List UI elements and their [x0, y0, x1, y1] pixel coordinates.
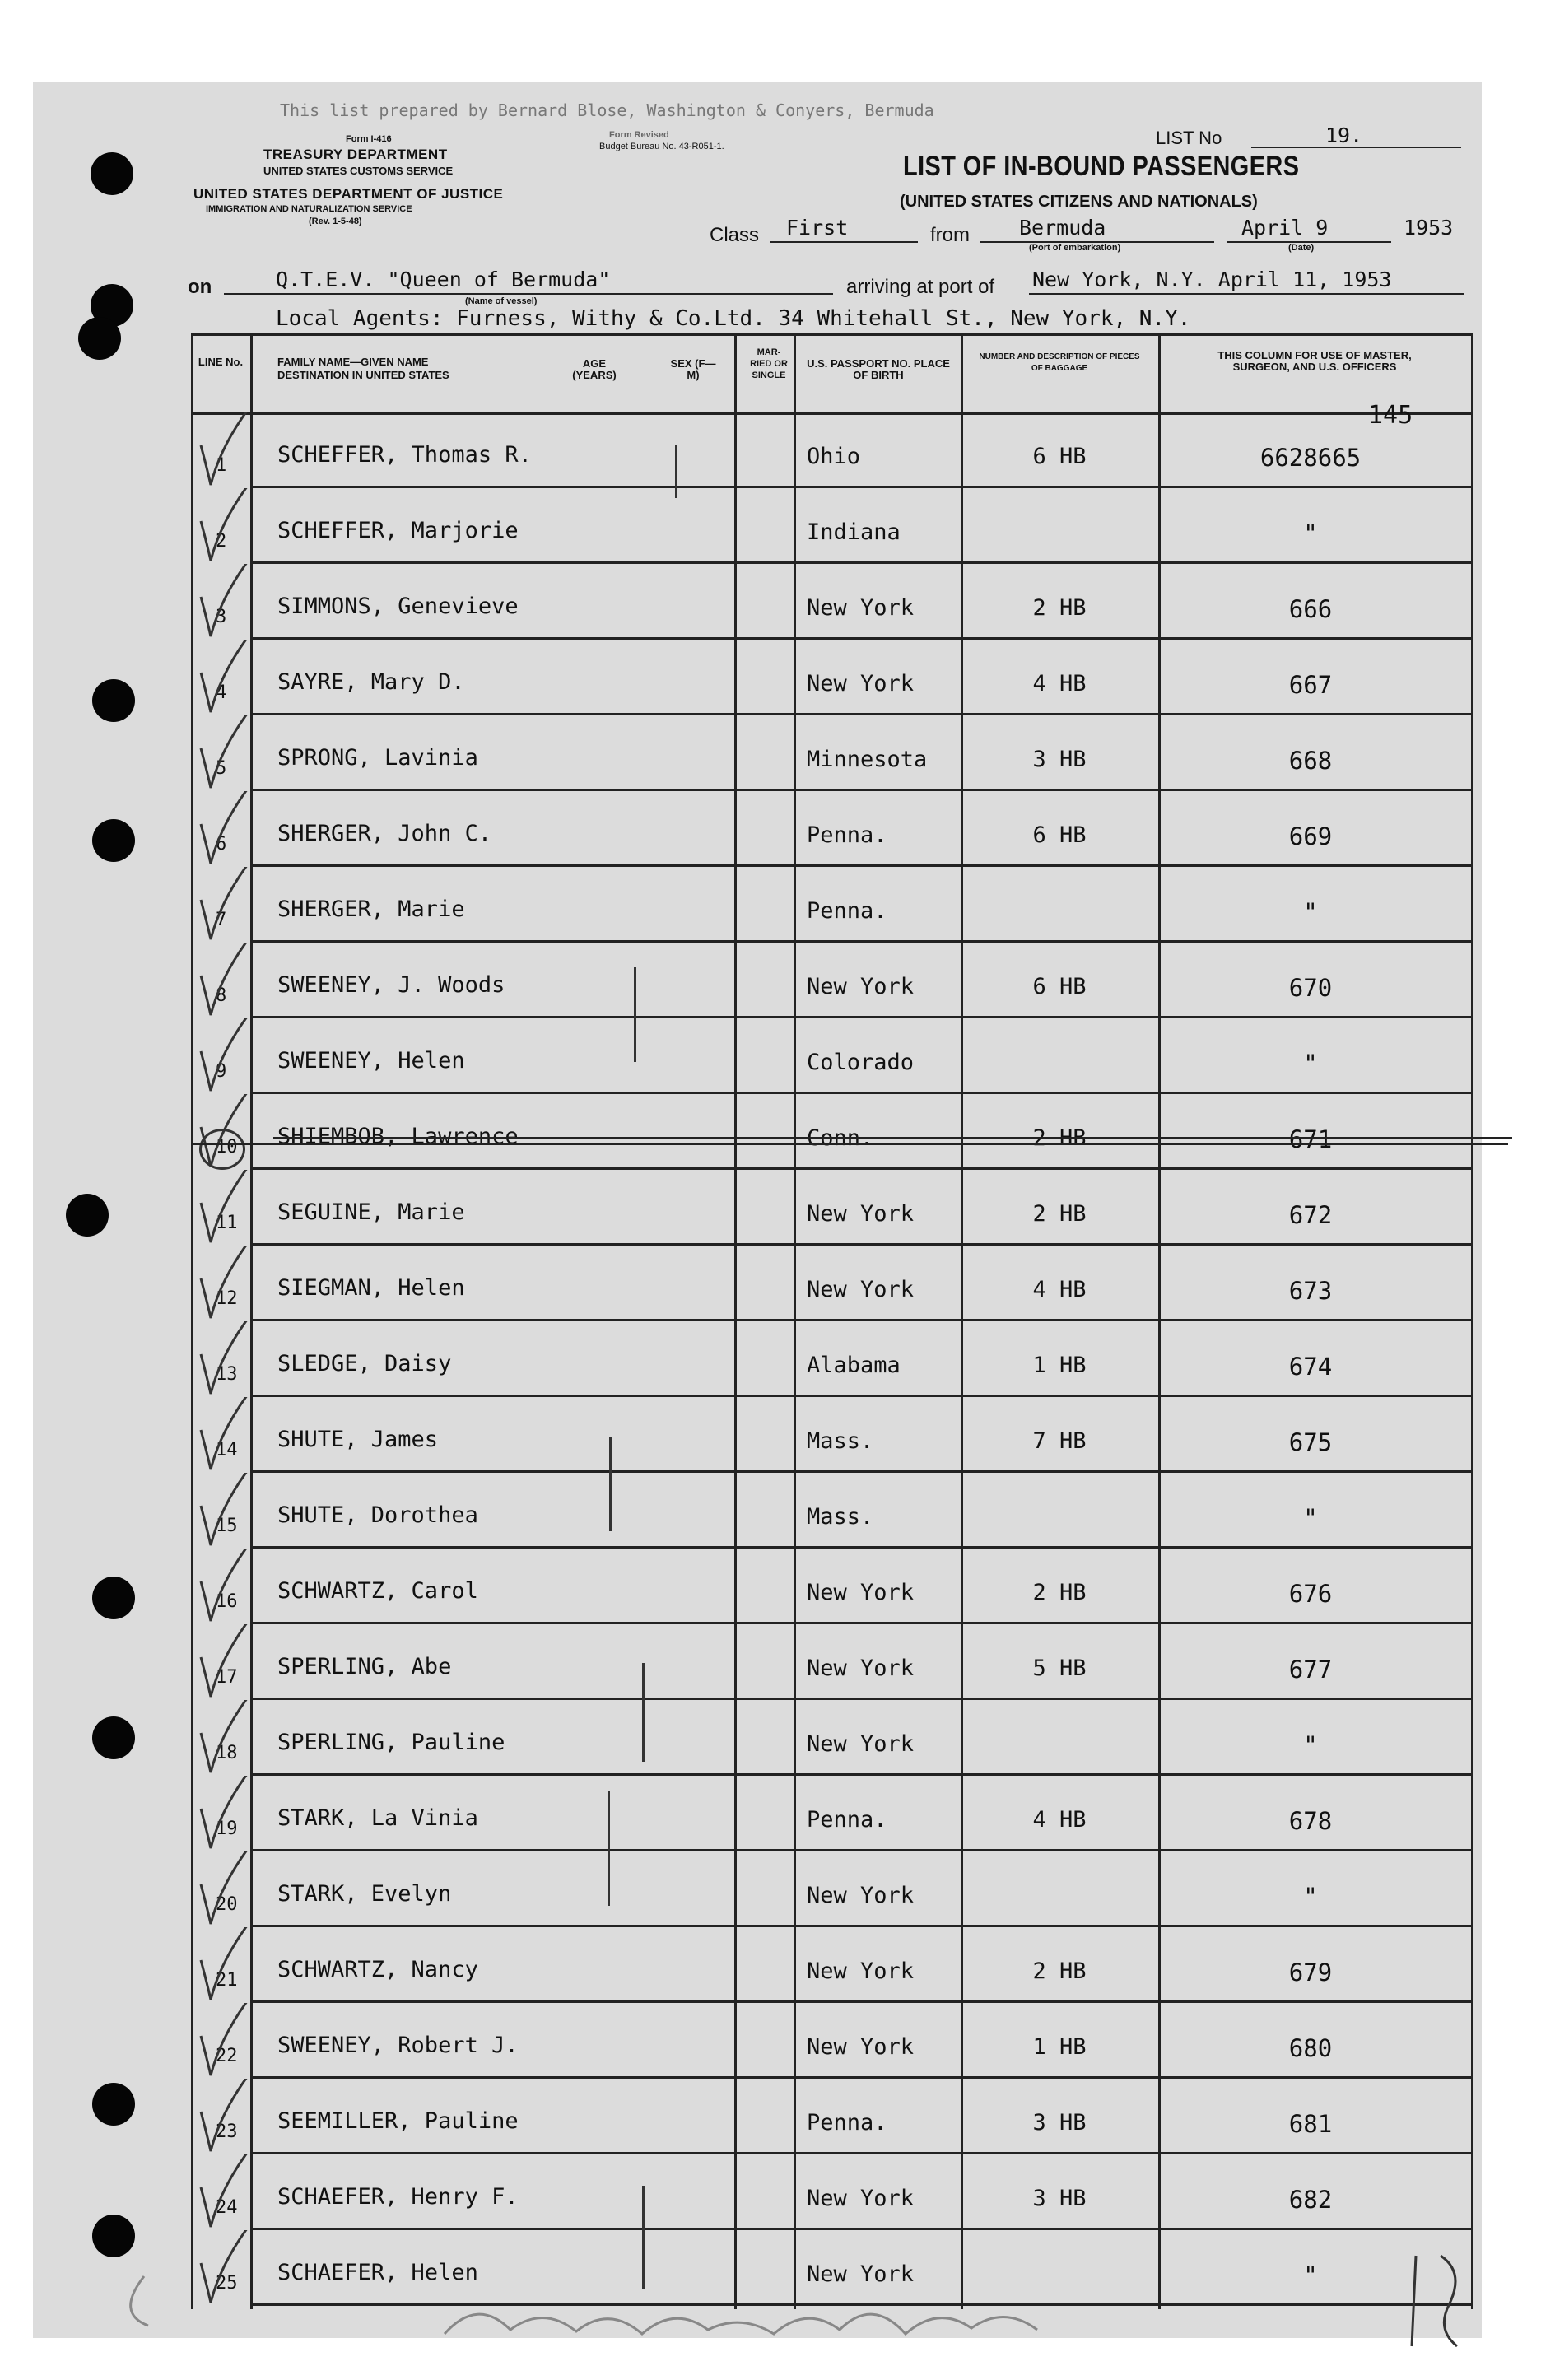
place-of-birth: Ohio: [807, 444, 861, 469]
officer-number: ": [1303, 2261, 1318, 2289]
line-number: 24: [216, 2197, 238, 2218]
place-of-birth: Penna.: [807, 2110, 887, 2135]
treasury-label: TREASURY DEPARTMENT: [263, 147, 448, 162]
officer-number: ": [1303, 1731, 1318, 1759]
passenger-name: SLEDGE, Daisy: [277, 1351, 452, 1376]
officer-number: 667: [1288, 671, 1333, 699]
baggage: 1 HB: [1032, 2034, 1087, 2060]
faded-top-line: This list prepared by Bernard Blose, Washington & Conyers, Bermuda: [280, 100, 934, 120]
line-number: 22: [216, 2046, 238, 2066]
place-of-birth: New York: [807, 2034, 915, 2060]
passenger-name: SWEENEY, Robert J.: [277, 2033, 519, 2058]
line-number: 18: [216, 1743, 238, 1763]
place-of-birth: New York: [807, 1958, 915, 1984]
officer-number: 671: [1288, 1125, 1333, 1153]
officer-number: 679: [1288, 1958, 1333, 1986]
class-value: First: [786, 216, 849, 240]
handwritten-tick: [634, 967, 636, 1062]
officer-note: 145: [1368, 401, 1413, 430]
handwritten-tick: [608, 1791, 610, 1906]
line-number: 10: [216, 1137, 238, 1157]
on-label: on: [188, 276, 212, 298]
col-age: AGE (YEARS): [572, 357, 617, 381]
officer-number: 668: [1288, 747, 1333, 775]
passenger-name: SHUTE, James: [277, 1427, 439, 1452]
line-number: 12: [216, 1288, 238, 1309]
passenger-name: SCHAEFER, Henry F.: [277, 2184, 519, 2210]
passenger-name: SPERLING, Abe: [277, 1654, 452, 1679]
baggage: 6 HB: [1032, 974, 1087, 999]
passenger-name: SIMMONS, Genevieve: [277, 594, 519, 619]
baggage: 4 HB: [1032, 671, 1087, 696]
baggage: 3 HB: [1032, 2110, 1087, 2135]
col-family-name: FAMILY NAME—GIVEN NAME: [277, 356, 429, 368]
arrival-value: New York, N.Y. April 11, 1953: [1032, 268, 1392, 291]
passenger-name: SWEENEY, Helen: [277, 1048, 465, 1074]
passenger-name: SCHWARTZ, Nancy: [277, 1957, 478, 1982]
passenger-name: SPERLING, Pauline: [277, 1730, 505, 1755]
line-number: 7: [216, 910, 227, 930]
line-number: 5: [216, 758, 227, 779]
col-passport: U.S. PASSPORT NO. PLACE OF BIRTH: [807, 357, 950, 381]
baggage: 2 HB: [1032, 1958, 1087, 1984]
line-number: 19: [216, 1819, 238, 1839]
baggage: 4 HB: [1032, 1807, 1087, 1833]
officer-number: 674: [1288, 1353, 1333, 1381]
line-number: 15: [216, 1516, 238, 1536]
place-of-birth: Minnesota: [807, 747, 928, 772]
line-number: 25: [216, 2273, 238, 2294]
baggage: 3 HB: [1032, 747, 1087, 772]
baggage: 2 HB: [1032, 1125, 1087, 1151]
officer-number: 669: [1288, 822, 1333, 850]
handwritten-tick: [609, 1437, 612, 1531]
place-of-birth: New York: [807, 1731, 915, 1757]
vessel-name: Q.T.E.V. "Queen of Bermuda": [276, 268, 611, 291]
passenger-name: SEGUINE, Marie: [277, 1199, 465, 1225]
officer-number: 675: [1288, 1428, 1333, 1456]
col-line-no: LINE No.: [198, 356, 244, 368]
page-subtitle: (UNITED STATES CITIZENS AND NATIONALS): [900, 193, 1258, 211]
place-of-birth: Mass.: [807, 1504, 874, 1530]
col-baggage: NUMBER AND DESCRIPTION OF PIECES OF BAGGAGE: [979, 352, 1140, 373]
vessel-name-label: (Name of vessel): [465, 296, 538, 306]
from-label: from: [930, 224, 970, 246]
line-number: 9: [216, 1061, 227, 1082]
revision-label: (Rev. 1-5-48): [309, 217, 362, 226]
local-agents: Local Agents: Furness, Withy & Co.Ltd. 34 Whitehall St., New York, N.Y.: [276, 306, 1191, 331]
passenger-name: SHERGER, John C.: [277, 821, 492, 846]
place-of-birth: New York: [807, 2186, 915, 2211]
handwritten-tick: [642, 2186, 645, 2289]
place-of-birth: Penna.: [807, 898, 887, 924]
passenger-name: SEEMILLER, Pauline: [277, 2108, 519, 2134]
line-number: 6: [216, 834, 227, 855]
line-number: 13: [216, 1364, 238, 1385]
class-label: Class: [710, 224, 760, 246]
handwritten-tick: [675, 445, 677, 498]
place-of-birth: New York: [807, 1883, 915, 1908]
officer-number: 670: [1288, 974, 1333, 1002]
col-married: MAR- RIED OR SINGLE: [750, 347, 788, 380]
budget-label: Budget Bureau No. 43-R051-1.: [599, 142, 724, 151]
line-number: 16: [216, 1591, 238, 1612]
place-of-birth: New York: [807, 1656, 915, 1681]
passenger-name: SAYRE, Mary D.: [277, 669, 465, 695]
officer-number: 680: [1288, 2034, 1333, 2062]
officer-number: ": [1303, 1504, 1318, 1532]
place-of-birth: New York: [807, 1201, 915, 1227]
date-value: April 9: [1241, 216, 1329, 240]
from-value: Bermuda: [1019, 216, 1106, 240]
baggage: 6 HB: [1032, 822, 1087, 848]
line-number: 4: [216, 682, 227, 703]
officer-number: ": [1303, 519, 1318, 547]
handwritten-tick: [642, 1663, 645, 1762]
line-number: 21: [216, 1970, 238, 1991]
baggage: 4 HB: [1032, 1277, 1087, 1302]
officer-number: 681: [1288, 2110, 1333, 2138]
officer-number: ": [1303, 1883, 1318, 1911]
place-of-birth: New York: [807, 2261, 915, 2287]
place-of-birth: New York: [807, 1277, 915, 1302]
form-revised: Form Revised: [609, 130, 669, 140]
officer-number: ": [1303, 1050, 1318, 1078]
place-of-birth: New York: [807, 671, 915, 696]
year-value: 1953: [1404, 216, 1454, 240]
passenger-name: SIEGMAN, Helen: [277, 1275, 465, 1301]
customs-label: UNITED STATES CUSTOMS SERVICE: [263, 165, 454, 177]
baggage: 7 HB: [1032, 1428, 1087, 1454]
passenger-name: SHIEMBOB, Lawrence: [277, 1124, 519, 1149]
line-number: 3: [216, 607, 227, 627]
col-officers: THIS COLUMN FOR USE OF MASTER, SURGEON, AND U.S. OFFICERS: [1217, 349, 1412, 373]
col-destination: DESTINATION IN UNITED STATES: [277, 369, 449, 381]
officer-number: 677: [1288, 1656, 1333, 1684]
passenger-name: SPRONG, Lavinia: [277, 745, 478, 771]
passenger-name: SCHEFFER, Marjorie: [277, 518, 519, 543]
line-number: 1: [216, 455, 227, 476]
baggage: 2 HB: [1032, 1201, 1087, 1227]
passenger-name: SHUTE, Dorothea: [277, 1502, 478, 1528]
line-number: 17: [216, 1667, 238, 1688]
place-of-birth: New York: [807, 974, 915, 999]
officer-number: 673: [1288, 1277, 1333, 1305]
place-of-birth: Penna.: [807, 1807, 887, 1833]
baggage: 2 HB: [1032, 1580, 1087, 1605]
place-of-birth: Alabama: [807, 1353, 901, 1378]
line-number: 23: [216, 2122, 238, 2142]
place-of-birth: Penna.: [807, 822, 887, 848]
baggage: 5 HB: [1032, 1656, 1087, 1681]
officer-number: 6628665: [1259, 444, 1362, 472]
baggage: 3 HB: [1032, 2186, 1087, 2211]
line-number: 8: [216, 985, 227, 1006]
officer-number: 682: [1288, 2186, 1333, 2214]
port-embarkation-label: (Port of embarkation): [1029, 243, 1121, 253]
ins-label: IMMIGRATION AND NATURALIZATION SERVICE: [206, 204, 412, 214]
page-title: LIST OF IN-BOUND PASSENGERS: [903, 151, 1300, 182]
officer-number: 676: [1288, 1580, 1333, 1608]
officer-number: ": [1303, 898, 1318, 926]
col-sex: SEX (F—M): [670, 357, 716, 381]
officer-number: 678: [1288, 1807, 1333, 1835]
passenger-name: STARK, Evelyn: [277, 1881, 452, 1907]
officer-number: 666: [1288, 595, 1333, 623]
place-of-birth: Colorado: [807, 1050, 915, 1075]
place-of-birth: Mass.: [807, 1428, 874, 1454]
justice-label: UNITED STATES DEPARTMENT OF JUSTICE: [193, 186, 504, 202]
line-number: 2: [216, 531, 227, 552]
place-of-birth: New York: [807, 595, 915, 621]
list-number: 19.: [1325, 123, 1363, 147]
line-number: 14: [216, 1440, 238, 1460]
passenger-name: SWEENEY, J. Woods: [277, 972, 505, 998]
passenger-name: SCHWARTZ, Carol: [277, 1578, 478, 1604]
passenger-name: SHERGER, Marie: [277, 897, 465, 922]
baggage: 2 HB: [1032, 595, 1087, 621]
officer-number: 672: [1288, 1201, 1333, 1229]
date-label: (Date): [1288, 243, 1315, 253]
passenger-name: STARK, La Vinia: [277, 1805, 478, 1831]
form-number: Form I-416: [346, 134, 392, 144]
baggage: 1 HB: [1032, 1353, 1087, 1378]
line-number: 20: [216, 1894, 238, 1915]
place-of-birth: Conn.: [807, 1125, 874, 1151]
place-of-birth: New York: [807, 1580, 915, 1605]
baggage: 6 HB: [1032, 444, 1087, 469]
line-number: 11: [216, 1213, 238, 1233]
place-of-birth: Indiana: [807, 519, 901, 545]
arriving-label: arriving at port of: [846, 276, 995, 298]
passenger-name: SCHEFFER, Thomas R.: [277, 442, 532, 468]
list-no-label: LIST No: [1156, 128, 1222, 148]
passenger-name: SCHAEFER, Helen: [277, 2260, 478, 2285]
